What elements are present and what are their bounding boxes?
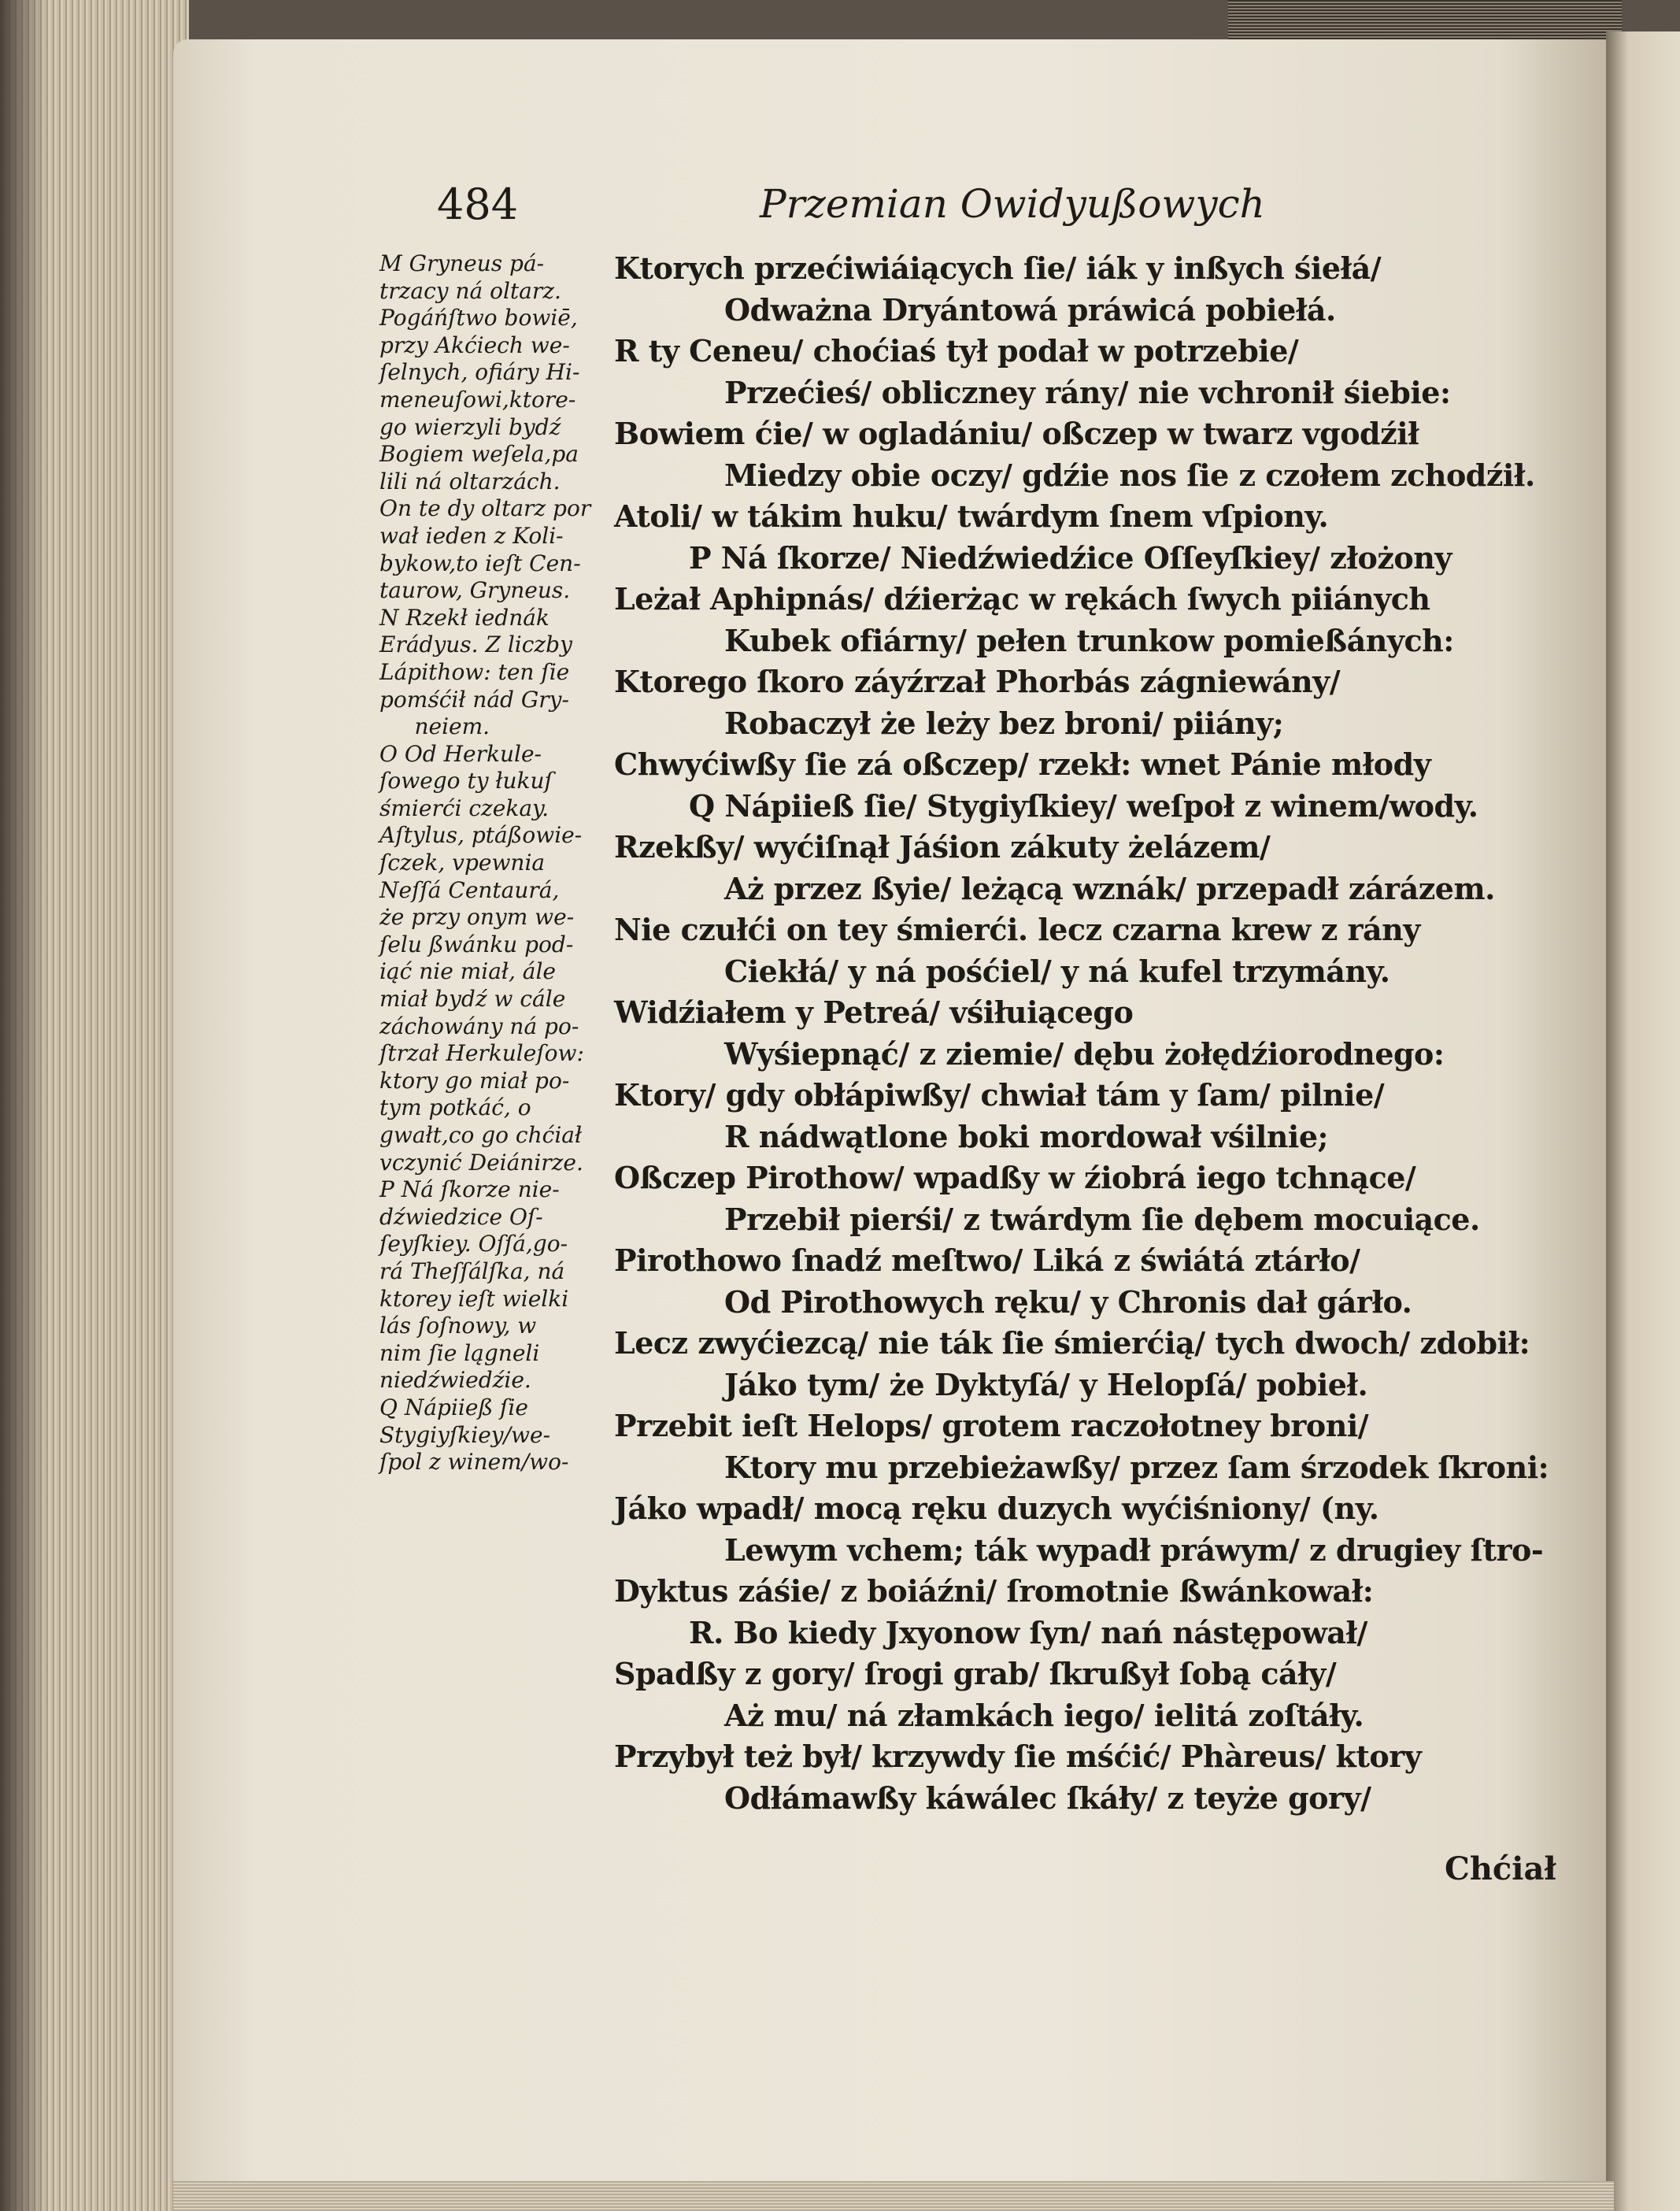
marginal-note-line: ſowego ty łukuſ xyxy=(379,768,553,794)
marginal-note-line: śmierći czekay. xyxy=(379,794,550,821)
marginal-note-line: P Ná ſkorze nie- xyxy=(379,1176,560,1203)
verse-line: Odważna Dryántowá práwicá pobiełá. xyxy=(724,291,1336,328)
marginal-note-line: Neſſá Centaurá, xyxy=(379,876,560,903)
verse-line: Nie czułći on tey śmierći. lecz czarna krew z rány xyxy=(614,912,1420,947)
marginal-note-line: Lápithow: ten ſie xyxy=(379,658,570,685)
verse-line: Lecz zwyćiezcą/ nie ták ſie śmierćią/ tych dwoch/ zdobił: xyxy=(614,1325,1530,1361)
verse-text xyxy=(614,248,1575,1819)
marginal-note-line: lás ſoſnowy, w xyxy=(379,1313,537,1339)
marginal-note-line: Erádyus. Z liczby xyxy=(379,631,572,658)
verse-line: P Ná ſkorze/ Niedźwiedźice Oſſeyſkiey/ złożony xyxy=(689,539,1452,576)
marginal-note-line: ſelu ßwánku pod- xyxy=(379,931,574,957)
verse-line: Rzekßy/ wyćiſnął Jáśion zákuty żelázem/ xyxy=(614,829,1271,865)
marginal-note-line: trzacy ná oltarz. xyxy=(379,277,561,304)
marginal-note-line: Aſtylus, ptáßowie- xyxy=(379,822,583,849)
verse-line: Robaczył że leży bez broni/ piiány; xyxy=(724,705,1284,741)
verse-line: Przebit ieſt Helops/ grotem raczołotney broni/ xyxy=(614,1408,1369,1443)
verse-line: Oßczep Pirothow/ wpadßy w źiobrá iego tchnące/ xyxy=(614,1160,1416,1195)
verse-line: Jáko wpadł/ mocą ręku duzych wyćiśniony/ (ny. xyxy=(614,1491,1379,1526)
marginal-note-line: ſelnych, ofiáry Hi- xyxy=(379,359,580,386)
book-page-edges-bottom xyxy=(173,2181,1614,2211)
catchword: Chćiał xyxy=(1445,1850,1556,1887)
page-number: 484 xyxy=(437,180,519,229)
verse-line: Przećieś/ obliczney rány/ nie vchronił śiebie: xyxy=(724,374,1451,410)
marginal-note-line: ſeyſkiey. Oſſá,go- xyxy=(379,1231,568,1257)
verse-line: Odłámawßy káwálec ſkáły/ z teyże gory/ xyxy=(724,1780,1371,1816)
marginal-note-line: ktory go miał po- xyxy=(379,1067,570,1094)
verse-line: Leżał Aphipnás/ dźierżąc w rękách ſwych piiánych xyxy=(614,581,1430,617)
marginal-note-line: Pogáńſtwo bowiē, xyxy=(379,305,578,331)
marginal-note-line: O Od Herkule- xyxy=(379,740,542,767)
marginal-note-line: nim ſie lągneli xyxy=(379,1339,540,1366)
marginal-note-line: lili ná oltarzách. xyxy=(379,468,561,494)
verse-line: Przybył też był/ krzywdy ſie mśćić/ Phàreus/ ktory xyxy=(614,1739,1422,1774)
verse-line: Wyśiepnąć/ z ziemie/ dębu żołędźiorodnego: xyxy=(724,1035,1445,1072)
marginal-note-line: wał ieden z Koli- xyxy=(379,522,564,549)
marginal-note-line: rá Theſſálſka, ná xyxy=(379,1257,565,1284)
facing-page-edge xyxy=(1606,31,1680,2211)
verse-line: Ktory/ gdy obłápiwßy/ chwiał tám y ſam/ pilnie/ xyxy=(614,1077,1385,1113)
marginal-note-line: Bogiem weſela,pa xyxy=(379,441,579,468)
verse-line: Ktory mu przebieżawßy/ przez ſam śrzodek ſkroni: xyxy=(724,1449,1549,1485)
marginal-note-line: Q Nápiieß ſie xyxy=(379,1394,528,1420)
marginal-note-line: miał bydź w cále xyxy=(379,986,566,1013)
verse-line: Ktorych przećiwiáiących ſie/ iák y inßych śiełá/ xyxy=(614,250,1382,286)
marginal-note-line: On te dy oltarz por xyxy=(379,495,591,522)
marginal-note-line: bykow,to ieſt Cen- xyxy=(379,550,581,576)
marginal-note-line: niedźwiedźie. xyxy=(379,1367,531,1394)
verse-line: Pirothowo ſnadź meſtwo/ Liká z świátá ztárło/ xyxy=(614,1243,1360,1278)
page-header xyxy=(437,180,1382,235)
marginal-note-line: ſpol z winem/wo- xyxy=(379,1449,569,1476)
marginal-note-line: vczynić Deiánirze. xyxy=(379,1149,583,1176)
verse-line: Ciekłá/ y ná pośćiel/ y ná kufel trzymány. xyxy=(724,953,1390,989)
verse-line: Aż mu/ ná złamkách iego/ ielitá zoſtáły. xyxy=(724,1697,1364,1733)
running-title: Przemian Owidyußowych xyxy=(760,181,1265,227)
marginal-note-line: ktorey ieſt wielki xyxy=(379,1285,569,1312)
marginal-note-line: M Gryneus pá- xyxy=(379,250,545,276)
verse-line: Ktorego ſkoro záyźrzał Phorbás zágniewány/ xyxy=(614,664,1341,699)
marginal-note-line: przy Akćiech we- xyxy=(379,331,570,358)
verse-line: Q Nápiieß ſie/ Stygiyſkiey/ weſpoł z winem/wody. xyxy=(689,787,1478,824)
verse-line: R nádwątlone boki mordował vśilnie; xyxy=(724,1118,1329,1154)
marginal-notes xyxy=(379,250,616,1476)
marginal-note-line: dźwiedzice Oſ- xyxy=(379,1203,543,1230)
verse-line: Lewym vchem; ták wypadł práwym/ z drugiey ſtro- xyxy=(724,1531,1544,1568)
marginal-note-line: ſtrzał Herkuleſow: xyxy=(379,1040,584,1067)
verse-line: Bowiem ćie/ w ogladániu/ oßczep w twarz vgodźił xyxy=(614,416,1419,451)
marginal-note-line: Stygiyſkiey/we- xyxy=(379,1421,551,1448)
verse-line: Miedzy obie oczy/ gdźie nos ſie z czołem zchodźił. xyxy=(724,457,1535,493)
marginal-note-line: tym potkáć, o xyxy=(379,1094,531,1121)
marginal-note-line: taurow, Gryneus. xyxy=(379,577,571,604)
marginal-note-line: záchowány ná po- xyxy=(379,1013,579,1039)
marginal-note-line: neiem. xyxy=(379,713,490,740)
marginal-note-line: go wierzyli bydź xyxy=(379,413,561,440)
marginal-note-line: meneuſowi,ktore- xyxy=(379,386,576,413)
verse-line: Od Pirothowych ręku/ y Chronis dał gárło. xyxy=(724,1283,1412,1320)
marginal-note-line: N Rzekł iednák xyxy=(379,604,550,631)
marginal-note-line: pomśćił nád Gry- xyxy=(379,686,569,713)
verse-line: Jáko tym/ że Dyktyſá/ y Helopſá/ pobieł. xyxy=(724,1366,1368,1402)
marginal-note-line: ſczek, vpewnia xyxy=(379,850,546,876)
verse-line: R ty Ceneu/ choćiaś tył podał w potrzebie/ xyxy=(614,333,1299,368)
verse-line: Atoli/ w tákim huku/ twárdym ſnem vſpiony. xyxy=(614,498,1329,534)
marginal-note-line: gwałt,co go chćiał xyxy=(379,1122,583,1148)
verse-line: R. Bo kiedy Jxyonow ſyn/ nań nástępował/ xyxy=(689,1614,1367,1650)
verse-line: Chwyćiwßy ſie zá oßczep/ rzekł: wnet Pánie młody xyxy=(614,746,1431,782)
verse-line: Widźiałem y Petreá/ vśiłuiącego xyxy=(614,994,1134,1030)
verse-line: Aż przez ßyie/ leżącą wznák/ przepadł zárázem. xyxy=(724,870,1495,906)
marginal-note-line: że przy onym we- xyxy=(379,904,575,931)
verse-line: Dyktus záśie/ z boiáźni/ ſromotnie ßwánkował: xyxy=(614,1573,1374,1609)
verse-line: Przebił pierśi/ z twárdym ſie dębem mocuiące. xyxy=(724,1201,1480,1237)
book-page-edges-left xyxy=(0,0,189,2211)
verse-line: Kubek ofiárny/ pełen trunkow pomießánych: xyxy=(724,622,1454,658)
marginal-note-line: iąć nie miał, ále xyxy=(379,958,556,985)
verse-line: Spadßy z gory/ ſrogi grab/ ſkrußył ſobą cáły/ xyxy=(614,1656,1337,1691)
